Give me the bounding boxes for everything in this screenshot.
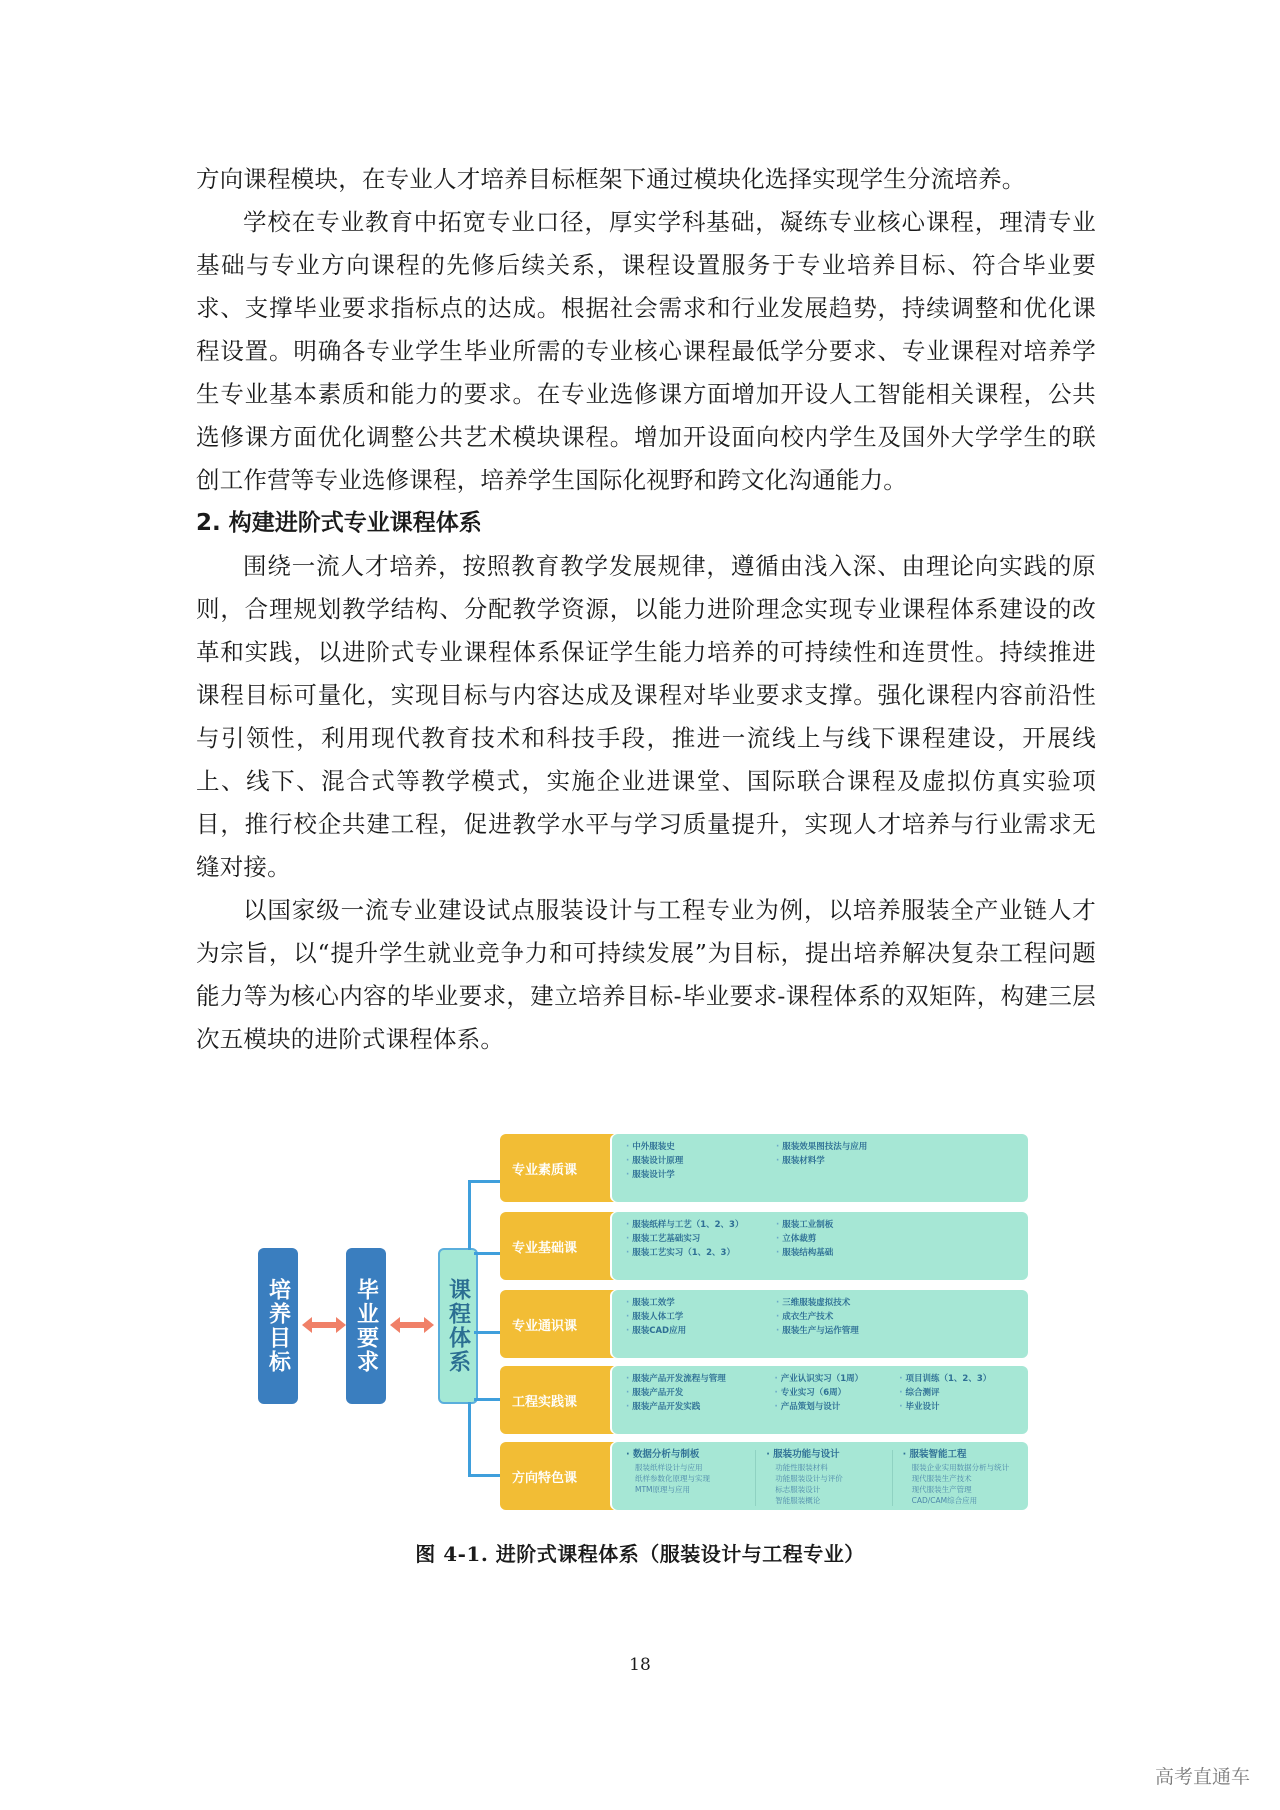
module-row xyxy=(500,1290,1028,1358)
course-item: 标志服装设计 xyxy=(775,1485,821,1494)
paragraph: 围绕一流人才培养，按照教育教学发展规律，遵循由浅入深、由理论向实践的原则，合理规划教学结构、分配教学资源，以能力进阶理念实现专业课程体系建设的改革和实践，以进阶式专业课程体系保证学生能力培养的可持续性和连贯性。持续推进课程目标可量化，实现目标与内容达成及课程对毕业要求支撑。强化课程内容前沿性与引领性，利用现代教育技术和科技手段，推进一流线上与线下课程建设，开展线上、线下、混合式等教学模式，实施企业进课堂、国际联合课程及虚拟仿真实验项目，推行校企共建工程，促进教学水平与学习质量提升，实现人才培养与行业需求无缝对接。 xyxy=(196,552,1096,881)
course-group-title: · 服装功能与设计 xyxy=(766,1448,891,1462)
module-label: 专业基础课 xyxy=(500,1212,618,1280)
connector-line xyxy=(468,1474,502,1477)
requirement-box-label: 毕业要求 xyxy=(353,1278,379,1374)
course-item: · 综合测评 xyxy=(899,1386,1028,1400)
course-item: 功能性服装材料 xyxy=(775,1463,828,1472)
connector-line xyxy=(468,1180,471,1250)
course-item: · 专业实习（6周） xyxy=(775,1386,900,1400)
course-item: · 三维服装虚拟技术 xyxy=(776,1296,902,1310)
course-item: 服装纸样设计与应用 xyxy=(635,1463,703,1472)
module-courses xyxy=(612,1366,1028,1434)
course-item: · 服装工艺基础实习 xyxy=(626,1232,776,1246)
curriculum-box xyxy=(438,1248,478,1404)
connector-line xyxy=(474,1252,502,1255)
course-item: · 产业认识实习（1周） xyxy=(775,1372,900,1386)
module-label: 工程实践课 xyxy=(500,1366,618,1434)
course-item: · 立体裁剪 xyxy=(776,1232,902,1246)
course-item: 现代服装生产技术 xyxy=(911,1474,972,1483)
course-item: CAD/CAM综合应用 xyxy=(911,1496,978,1505)
module-courses xyxy=(612,1212,1028,1280)
module-row xyxy=(500,1366,1028,1434)
module-row-special xyxy=(500,1442,1028,1510)
course-column xyxy=(776,1218,902,1280)
watermark: 高考直通车 xyxy=(1154,1766,1250,1788)
paragraph: 以国家级一流专业建设试点服装设计与工程专业为例，以培养服装全产业链人才为宗旨，以“提升学生就业竞争力和可持续发展”为目标，提出培养解决复杂工程问题能力等为核心内容的毕业要求，建立培养目标-毕业要求-课程体系的双矩阵，构建三层次五模块的进阶式课程体系。 xyxy=(196,896,1096,1053)
figure-caption: 图 4-1. 进阶式课程体系（服装设计与工程专业） xyxy=(415,1542,865,1566)
course-column xyxy=(776,1140,902,1202)
body-text-top xyxy=(196,158,1096,1061)
course-item: 功能服装设计与评价 xyxy=(775,1474,843,1483)
course-item: · 服装工效学 xyxy=(626,1296,776,1310)
curriculum-diagram xyxy=(258,1128,1030,1520)
course-item: 纸样参数化原理与实现 xyxy=(635,1474,710,1483)
goal-box xyxy=(258,1248,298,1404)
section-heading: 2. 构建进阶式专业课程体系 xyxy=(196,510,482,536)
course-group xyxy=(766,1448,891,1510)
module-courses xyxy=(612,1134,1028,1202)
paragraph: 方向课程模块，在专业人才培养目标框架下通过模块化选择实现学生分流培养。 xyxy=(196,165,1026,193)
course-item: 服装企业实用数据分析与统计 xyxy=(911,1463,1010,1472)
course-column xyxy=(626,1218,776,1280)
course-column xyxy=(626,1296,776,1358)
course-item: 现代服装生产管理 xyxy=(911,1485,972,1494)
course-column xyxy=(775,1372,900,1434)
course-item: · 产品策划与设计 xyxy=(775,1400,900,1414)
page-number: 18 xyxy=(629,1655,651,1675)
course-column xyxy=(626,1372,775,1434)
course-item: · 毕业设计 xyxy=(899,1400,1028,1414)
course-item: 智能服装概论 xyxy=(775,1496,821,1505)
connector-line xyxy=(468,1180,502,1183)
course-item: · 服装工业制板 xyxy=(776,1218,902,1232)
course-item: · 服装生产与运作管理 xyxy=(776,1324,902,1338)
course-item: · 服装结构基础 xyxy=(776,1246,902,1260)
double-arrow-icon xyxy=(302,1315,346,1335)
goal-box-label: 培养目标 xyxy=(265,1278,291,1374)
requirement-box xyxy=(346,1248,386,1404)
module-row xyxy=(500,1134,1028,1202)
course-group-title: · 数据分析与制板 xyxy=(626,1448,755,1462)
course-item: · 服装产品开发 xyxy=(626,1386,775,1400)
course-item: MTM原理与应用 xyxy=(635,1485,691,1494)
course-item: · 服装产品开发流程与管理 xyxy=(626,1372,775,1386)
course-item: · 服装纸样与工艺（1、2、3） xyxy=(626,1218,776,1232)
course-column xyxy=(899,1372,1028,1434)
course-item: · 服装工艺实习（1、2、3） xyxy=(626,1246,776,1260)
paragraph: 学校在专业教育中拓宽专业口径，厚实学科基础，凝练专业核心课程，理清专业基础与专业方向课程的先修后续关系，课程设置服务于专业培养目标、符合毕业要求、支撑毕业要求指标点的达成。根据社会需求和行业发展趋势，持续调整和优化课程设置。明确各专业学生毕业所需的专业核心课程最低学分要求、专业课程对培养学生专业基本素质和能力的要求。在专业选修课方面增加开设人工智能相关课程，公共选修课方面优化调整公共艺术模块课程。增加开设面向校内学生及国外大学学生的联创工作营等专业选修课程，培养学生国际化视野和跨文化沟通能力。 xyxy=(196,208,1096,494)
course-item: · 项目训练（1、2、3） xyxy=(899,1372,1028,1386)
curriculum-box-label: 课程体系 xyxy=(445,1278,471,1374)
module-label: 方向特色课 xyxy=(500,1442,618,1510)
course-group xyxy=(903,1448,1028,1510)
course-item: · 服装设计原理 xyxy=(626,1154,776,1168)
module-courses xyxy=(612,1442,1028,1510)
double-arrow-icon xyxy=(390,1315,434,1335)
module-courses xyxy=(612,1290,1028,1358)
course-item: · 服装产品开发实践 xyxy=(626,1400,775,1414)
module-label: 专业素质课 xyxy=(500,1134,618,1202)
course-item: · 服装人体工学 xyxy=(626,1310,776,1324)
course-group xyxy=(626,1448,755,1510)
module-label: 专业通识课 xyxy=(500,1290,618,1358)
connector-line xyxy=(474,1331,502,1334)
course-item: · 服装效果图技法与应用 xyxy=(776,1140,902,1154)
module-row xyxy=(500,1212,1028,1280)
course-column xyxy=(626,1140,776,1202)
course-item: · 服装设计学 xyxy=(626,1168,776,1182)
course-item: · 成衣生产技术 xyxy=(776,1310,902,1324)
course-item: · 中外服装史 xyxy=(626,1140,776,1154)
course-item: · 服装CAD应用 xyxy=(626,1324,776,1338)
connector-line xyxy=(474,1398,502,1401)
course-group-title: · 服装智能工程 xyxy=(903,1448,1028,1462)
group-divider xyxy=(755,1450,756,1506)
course-column xyxy=(776,1296,902,1358)
connector-line xyxy=(468,1402,471,1476)
course-item: · 服装材料学 xyxy=(776,1154,902,1168)
group-divider xyxy=(892,1450,893,1506)
